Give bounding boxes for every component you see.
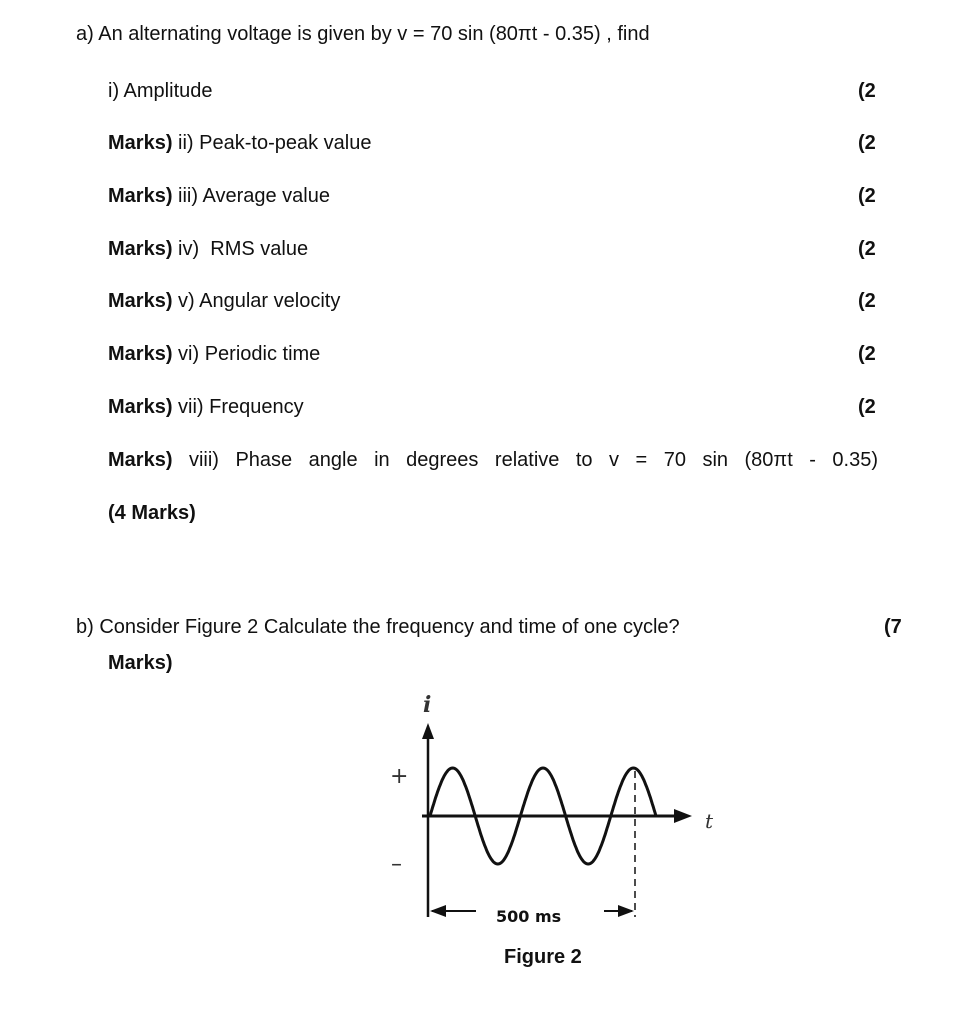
item-i-marks: (2 xyxy=(858,80,876,102)
item-prefix: Marks) xyxy=(108,132,173,154)
item-text: vi) Periodic time xyxy=(172,343,321,365)
part-b-question: b) Consider Figure 2 Calculate the frequency and time of one cycle? xyxy=(76,616,680,638)
y-axis-arrowhead xyxy=(422,723,434,739)
item-prefix: Marks) xyxy=(108,238,173,260)
item-viii xyxy=(108,447,878,473)
item-vii xyxy=(108,394,304,420)
word: - xyxy=(809,449,816,471)
figure-caption: Figure 2 xyxy=(504,946,582,968)
word: = xyxy=(635,449,648,471)
word: sin xyxy=(702,449,729,471)
item-iii xyxy=(108,183,330,209)
x-axis-label: t xyxy=(705,809,714,833)
item-vi-marks: (2 xyxy=(858,343,876,365)
item-iv-marks: (2 xyxy=(858,238,876,260)
item-vi xyxy=(108,341,320,367)
word: Phase xyxy=(235,449,293,471)
word: viii) xyxy=(188,449,219,471)
item-i xyxy=(108,78,213,104)
word: relative xyxy=(494,449,560,471)
part-b-marks-open: (7 xyxy=(884,616,902,638)
item-text: v) Angular velocity xyxy=(172,290,341,312)
word: to xyxy=(575,449,593,471)
item-text: iv) RMS value xyxy=(172,238,309,260)
word: (80πt xyxy=(744,449,793,471)
item-text: ii) Peak-to-peak value xyxy=(172,132,372,154)
word: angle xyxy=(308,449,358,471)
item-v-marks: (2 xyxy=(858,290,876,312)
item-prefix: Marks) xyxy=(108,290,173,312)
item-text: iii) Average value xyxy=(172,185,330,207)
duration-label: 500 ms xyxy=(496,907,562,926)
word: 70 xyxy=(663,449,686,471)
y-axis-label: i xyxy=(423,692,432,718)
final-marks: (4 Marks) xyxy=(108,502,196,524)
waveform-figure xyxy=(380,685,714,930)
word: degrees xyxy=(406,449,479,471)
part-a-intro: a) An alternating voltage is given by v = 70 sin (80πt - 0.35) , find xyxy=(76,23,650,45)
item-ii xyxy=(108,130,371,156)
item-text: vii) Frequency xyxy=(172,396,304,418)
word: 0.35) xyxy=(832,449,878,471)
item-prefix: Marks) xyxy=(108,449,173,471)
item-iii-marks: (2 xyxy=(858,185,876,207)
part-b-marks-close: Marks) xyxy=(108,652,173,674)
item-v xyxy=(108,288,340,314)
minus-label: – xyxy=(391,852,402,877)
word: in xyxy=(374,449,390,471)
item-iv xyxy=(108,236,308,262)
item-prefix: Marks) xyxy=(108,343,173,365)
duration-arrowhead-right xyxy=(618,905,634,917)
item-prefix: Marks) xyxy=(108,185,173,207)
duration-arrowhead-left xyxy=(430,905,446,917)
word: v xyxy=(609,449,620,471)
x-axis-arrowhead xyxy=(674,809,692,823)
item-vii-marks: (2 xyxy=(858,396,876,418)
item-prefix: Marks) xyxy=(108,396,173,418)
item-ii-marks: (2 xyxy=(858,132,876,154)
item-text: i) Amplitude xyxy=(108,80,213,102)
plus-label: + xyxy=(390,764,409,789)
